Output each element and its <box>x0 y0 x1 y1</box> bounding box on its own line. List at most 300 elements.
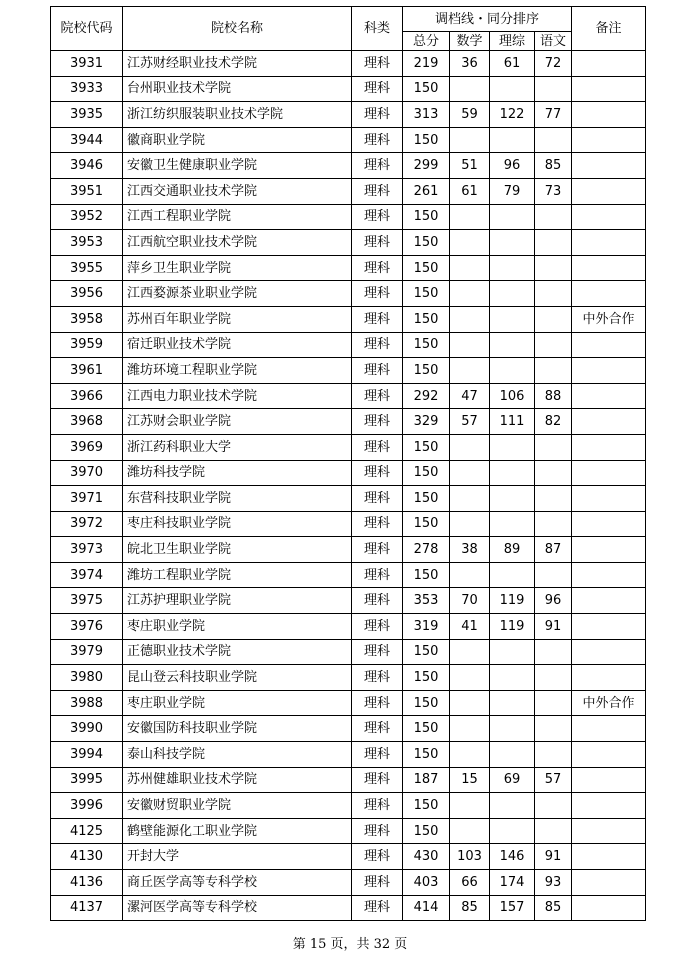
math-score-cell <box>450 818 490 844</box>
header-chinese: 语文 <box>535 32 572 51</box>
table-row <box>51 537 646 563</box>
note-cell <box>572 127 646 153</box>
table-row <box>51 716 646 742</box>
table-row <box>51 486 646 512</box>
header-name: 院校名称 <box>123 7 352 51</box>
school-name-cell: 安徽卫生健康职业学院 <box>123 153 352 179</box>
school-name-cell: 苏州健雄职业技术学院 <box>123 767 352 793</box>
math-score-cell: 70 <box>450 588 490 614</box>
chinese-score-cell <box>535 716 572 742</box>
math-score-cell: 103 <box>450 844 490 870</box>
total-score-cell: 261 <box>403 178 450 204</box>
note-cell <box>572 332 646 358</box>
note-cell <box>572 358 646 384</box>
category-cell: 理科 <box>352 870 403 896</box>
math-score-cell <box>450 716 490 742</box>
table-row <box>51 434 646 460</box>
school-code-cell: 3944 <box>51 127 123 153</box>
total-score-cell: 430 <box>403 844 450 870</box>
category-cell: 理科 <box>352 716 403 742</box>
school-name-cell: 鹤壁能源化工职业学院 <box>123 818 352 844</box>
math-score-cell: 38 <box>450 537 490 563</box>
category-cell: 理科 <box>352 793 403 819</box>
school-name-cell: 江西电力职业技术学院 <box>123 383 352 409</box>
note-cell <box>572 76 646 102</box>
note-cell <box>572 102 646 128</box>
note-cell <box>572 537 646 563</box>
school-code-cell: 3979 <box>51 639 123 665</box>
category-cell: 理科 <box>352 895 403 921</box>
table-row <box>51 281 646 307</box>
science-score-cell: 122 <box>490 102 535 128</box>
chinese-score-cell <box>535 434 572 460</box>
header-note: 备注 <box>572 7 646 51</box>
total-score-cell: 329 <box>403 409 450 435</box>
total-score-cell: 150 <box>403 434 450 460</box>
note-cell <box>572 818 646 844</box>
total-score-cell: 403 <box>403 870 450 896</box>
math-score-cell: 47 <box>450 383 490 409</box>
chinese-score-cell: 96 <box>535 588 572 614</box>
note-cell <box>572 870 646 896</box>
science-score-cell <box>490 127 535 153</box>
chinese-score-cell: 73 <box>535 178 572 204</box>
school-code-cell: 3959 <box>51 332 123 358</box>
table-body <box>51 51 646 921</box>
note-cell: 中外合作 <box>572 690 646 716</box>
category-cell: 理科 <box>352 562 403 588</box>
note-cell <box>572 486 646 512</box>
chinese-score-cell <box>535 639 572 665</box>
science-score-cell <box>490 511 535 537</box>
chinese-score-cell <box>535 818 572 844</box>
table-row <box>51 742 646 768</box>
math-score-cell <box>450 639 490 665</box>
math-score-cell: 66 <box>450 870 490 896</box>
math-score-cell: 59 <box>450 102 490 128</box>
chinese-score-cell <box>535 230 572 256</box>
chinese-score-cell <box>535 742 572 768</box>
category-cell: 理科 <box>352 818 403 844</box>
category-cell: 理科 <box>352 511 403 537</box>
science-score-cell: 119 <box>490 614 535 640</box>
math-score-cell <box>450 486 490 512</box>
chinese-score-cell <box>535 127 572 153</box>
science-score-cell <box>490 306 535 332</box>
science-score-cell: 106 <box>490 383 535 409</box>
science-score-cell <box>490 76 535 102</box>
note-cell <box>572 793 646 819</box>
header-score-group: 调档线・同分排序 <box>403 7 572 32</box>
total-score-cell: 150 <box>403 204 450 230</box>
total-score-cell: 150 <box>403 793 450 819</box>
math-score-cell <box>450 127 490 153</box>
table-row <box>51 178 646 204</box>
table-row <box>51 127 646 153</box>
note-cell <box>572 562 646 588</box>
chinese-score-cell: 72 <box>535 51 572 77</box>
school-code-cell: 3933 <box>51 76 123 102</box>
school-code-cell: 3969 <box>51 434 123 460</box>
school-name-cell: 潍坊科技学院 <box>123 460 352 486</box>
school-code-cell: 3968 <box>51 409 123 435</box>
school-code-cell: 3971 <box>51 486 123 512</box>
table-row <box>51 460 646 486</box>
note-cell <box>572 639 646 665</box>
total-score-cell: 150 <box>403 230 450 256</box>
chinese-score-cell <box>535 486 572 512</box>
category-cell: 理科 <box>352 460 403 486</box>
total-score-cell: 150 <box>403 562 450 588</box>
science-score-cell: 61 <box>490 51 535 77</box>
header-science: 理综 <box>490 32 535 51</box>
science-score-cell <box>490 332 535 358</box>
total-score-cell: 150 <box>403 460 450 486</box>
note-cell <box>572 460 646 486</box>
school-code-cell: 3955 <box>51 255 123 281</box>
total-score-cell: 150 <box>403 127 450 153</box>
category-cell: 理科 <box>352 76 403 102</box>
school-code-cell: 4137 <box>51 895 123 921</box>
school-code-cell: 3973 <box>51 537 123 563</box>
chinese-score-cell <box>535 204 572 230</box>
math-score-cell: 36 <box>450 51 490 77</box>
total-score-cell: 150 <box>403 639 450 665</box>
note-cell <box>572 281 646 307</box>
table-row <box>51 383 646 409</box>
math-score-cell <box>450 742 490 768</box>
school-code-cell: 3994 <box>51 742 123 768</box>
table-row <box>51 665 646 691</box>
category-cell: 理科 <box>352 230 403 256</box>
category-cell: 理科 <box>352 51 403 77</box>
table-row <box>51 306 646 332</box>
science-score-cell <box>490 665 535 691</box>
math-score-cell <box>450 255 490 281</box>
category-cell: 理科 <box>352 767 403 793</box>
table-row <box>51 614 646 640</box>
total-score-cell: 150 <box>403 306 450 332</box>
chinese-score-cell: 57 <box>535 767 572 793</box>
school-code-cell: 3975 <box>51 588 123 614</box>
note-cell <box>572 51 646 77</box>
school-name-cell: 东营科技职业学院 <box>123 486 352 512</box>
school-name-cell: 江苏财经职业技术学院 <box>123 51 352 77</box>
school-code-cell: 3946 <box>51 153 123 179</box>
school-name-cell: 潍坊工程职业学院 <box>123 562 352 588</box>
school-name-cell: 江西航空职业技术学院 <box>123 230 352 256</box>
table-row <box>51 409 646 435</box>
school-name-cell: 潍坊环境工程职业学院 <box>123 358 352 384</box>
math-score-cell: 41 <box>450 614 490 640</box>
school-code-cell: 4136 <box>51 870 123 896</box>
school-code-cell: 3976 <box>51 614 123 640</box>
science-score-cell <box>490 204 535 230</box>
header-total: 总分 <box>403 32 450 51</box>
table-row <box>51 255 646 281</box>
school-name-cell: 萍乡卫生职业学院 <box>123 255 352 281</box>
school-code-cell: 3974 <box>51 562 123 588</box>
total-score-cell: 353 <box>403 588 450 614</box>
category-cell: 理科 <box>352 614 403 640</box>
science-score-cell <box>490 793 535 819</box>
science-score-cell <box>490 818 535 844</box>
math-score-cell: 57 <box>450 409 490 435</box>
school-name-cell: 江苏财会职业学院 <box>123 409 352 435</box>
science-score-cell: 96 <box>490 153 535 179</box>
school-code-cell: 3988 <box>51 690 123 716</box>
table-row <box>51 76 646 102</box>
school-code-cell: 3953 <box>51 230 123 256</box>
school-name-cell: 浙江纺织服装职业技术学院 <box>123 102 352 128</box>
table-row <box>51 51 646 77</box>
note-cell <box>572 742 646 768</box>
school-name-cell: 枣庄科技职业学院 <box>123 511 352 537</box>
school-name-cell: 江西工程职业学院 <box>123 204 352 230</box>
total-score-cell: 219 <box>403 51 450 77</box>
math-score-cell <box>450 690 490 716</box>
school-code-cell: 3958 <box>51 306 123 332</box>
school-code-cell: 4130 <box>51 844 123 870</box>
note-cell <box>572 588 646 614</box>
school-name-cell: 商丘医学高等专科学校 <box>123 870 352 896</box>
category-cell: 理科 <box>352 690 403 716</box>
total-score-cell: 299 <box>403 153 450 179</box>
school-name-cell: 江苏护理职业学院 <box>123 588 352 614</box>
school-name-cell: 正德职业技术学院 <box>123 639 352 665</box>
school-code-cell: 3961 <box>51 358 123 384</box>
chinese-score-cell <box>535 562 572 588</box>
math-score-cell <box>450 562 490 588</box>
note-cell <box>572 895 646 921</box>
total-score-cell: 150 <box>403 716 450 742</box>
total-score-cell: 150 <box>403 281 450 307</box>
total-score-cell: 278 <box>403 537 450 563</box>
science-score-cell <box>490 486 535 512</box>
note-cell <box>572 255 646 281</box>
math-score-cell <box>450 230 490 256</box>
table-row <box>51 562 646 588</box>
math-score-cell: 51 <box>450 153 490 179</box>
science-score-cell: 111 <box>490 409 535 435</box>
science-score-cell <box>490 281 535 307</box>
school-name-cell: 枣庄职业学院 <box>123 614 352 640</box>
category-cell: 理科 <box>352 742 403 768</box>
school-name-cell: 开封大学 <box>123 844 352 870</box>
note-cell <box>572 844 646 870</box>
science-score-cell: 174 <box>490 870 535 896</box>
chinese-score-cell: 93 <box>535 870 572 896</box>
header-category: 科类 <box>352 7 403 51</box>
category-cell: 理科 <box>352 665 403 691</box>
table-row <box>51 844 646 870</box>
total-score-cell: 150 <box>403 690 450 716</box>
category-cell: 理科 <box>352 178 403 204</box>
school-code-cell: 3972 <box>51 511 123 537</box>
category-cell: 理科 <box>352 127 403 153</box>
total-score-cell: 150 <box>403 332 450 358</box>
chinese-score-cell <box>535 76 572 102</box>
school-code-cell: 3951 <box>51 178 123 204</box>
category-cell: 理科 <box>352 486 403 512</box>
science-score-cell <box>490 639 535 665</box>
chinese-score-cell <box>535 281 572 307</box>
chinese-score-cell: 82 <box>535 409 572 435</box>
total-score-cell: 150 <box>403 511 450 537</box>
school-code-cell: 3952 <box>51 204 123 230</box>
table-row <box>51 153 646 179</box>
chinese-score-cell <box>535 793 572 819</box>
total-score-cell: 414 <box>403 895 450 921</box>
school-code-cell: 3935 <box>51 102 123 128</box>
note-cell <box>572 178 646 204</box>
school-name-cell: 安徽财贸职业学院 <box>123 793 352 819</box>
school-name-cell: 江西交通职业技术学院 <box>123 178 352 204</box>
total-score-cell: 150 <box>403 818 450 844</box>
total-score-cell: 150 <box>403 486 450 512</box>
school-code-cell: 3996 <box>51 793 123 819</box>
science-score-cell: 146 <box>490 844 535 870</box>
category-cell: 理科 <box>352 844 403 870</box>
header-code: 院校代码 <box>51 7 123 51</box>
note-cell <box>572 434 646 460</box>
note-cell <box>572 230 646 256</box>
school-name-cell: 江西婺源茶业职业学院 <box>123 281 352 307</box>
math-score-cell <box>450 511 490 537</box>
category-cell: 理科 <box>352 434 403 460</box>
school-code-cell: 3966 <box>51 383 123 409</box>
category-cell: 理科 <box>352 102 403 128</box>
chinese-score-cell: 91 <box>535 614 572 640</box>
table-row <box>51 767 646 793</box>
math-score-cell <box>450 76 490 102</box>
science-score-cell <box>490 690 535 716</box>
math-score-cell <box>450 332 490 358</box>
table-row <box>51 690 646 716</box>
science-score-cell <box>490 230 535 256</box>
table-row <box>51 358 646 384</box>
chinese-score-cell: 85 <box>535 895 572 921</box>
category-cell: 理科 <box>352 204 403 230</box>
school-name-cell: 浙江药科职业大学 <box>123 434 352 460</box>
math-score-cell <box>450 434 490 460</box>
science-score-cell: 119 <box>490 588 535 614</box>
math-score-cell <box>450 281 490 307</box>
math-score-cell: 85 <box>450 895 490 921</box>
school-name-cell: 昆山登云科技职业学院 <box>123 665 352 691</box>
science-score-cell: 89 <box>490 537 535 563</box>
science-score-cell <box>490 742 535 768</box>
note-cell <box>572 614 646 640</box>
total-score-cell: 150 <box>403 742 450 768</box>
header-math: 数学 <box>450 32 490 51</box>
table-row <box>51 895 646 921</box>
science-score-cell <box>490 358 535 384</box>
chinese-score-cell <box>535 460 572 486</box>
school-code-cell: 3970 <box>51 460 123 486</box>
category-cell: 理科 <box>352 332 403 358</box>
math-score-cell <box>450 204 490 230</box>
table-row <box>51 818 646 844</box>
total-score-cell: 150 <box>403 76 450 102</box>
category-cell: 理科 <box>352 383 403 409</box>
school-code-cell: 3980 <box>51 665 123 691</box>
note-cell: 中外合作 <box>572 306 646 332</box>
admission-table <box>50 6 646 921</box>
science-score-cell <box>490 716 535 742</box>
note-cell <box>572 767 646 793</box>
chinese-score-cell <box>535 255 572 281</box>
category-cell: 理科 <box>352 588 403 614</box>
school-code-cell: 3990 <box>51 716 123 742</box>
table-row <box>51 230 646 256</box>
note-cell <box>572 665 646 691</box>
category-cell: 理科 <box>352 639 403 665</box>
science-score-cell <box>490 255 535 281</box>
category-cell: 理科 <box>352 358 403 384</box>
science-score-cell <box>490 460 535 486</box>
page-footer: 第 15 页，共 32 页 <box>292 937 408 952</box>
category-cell: 理科 <box>352 153 403 179</box>
category-cell: 理科 <box>352 255 403 281</box>
table-row <box>51 204 646 230</box>
note-cell <box>572 716 646 742</box>
school-name-cell: 徽商职业学院 <box>123 127 352 153</box>
table-row <box>51 102 646 128</box>
category-cell: 理科 <box>352 306 403 332</box>
note-cell <box>572 383 646 409</box>
chinese-score-cell: 77 <box>535 102 572 128</box>
science-score-cell: 79 <box>490 178 535 204</box>
school-code-cell: 3931 <box>51 51 123 77</box>
chinese-score-cell: 85 <box>535 153 572 179</box>
school-code-cell: 3995 <box>51 767 123 793</box>
category-cell: 理科 <box>352 281 403 307</box>
chinese-score-cell <box>535 665 572 691</box>
total-score-cell: 313 <box>403 102 450 128</box>
chinese-score-cell: 91 <box>535 844 572 870</box>
school-name-cell: 泰山科技学院 <box>123 742 352 768</box>
chinese-score-cell: 87 <box>535 537 572 563</box>
math-score-cell <box>450 665 490 691</box>
chinese-score-cell <box>535 306 572 332</box>
school-name-cell: 台州职业技术学院 <box>123 76 352 102</box>
science-score-cell <box>490 562 535 588</box>
table-row <box>51 511 646 537</box>
school-name-cell: 宿迁职业技术学院 <box>123 332 352 358</box>
math-score-cell <box>450 793 490 819</box>
note-cell <box>572 153 646 179</box>
school-name-cell: 皖北卫生职业学院 <box>123 537 352 563</box>
note-cell <box>572 409 646 435</box>
math-score-cell: 15 <box>450 767 490 793</box>
note-cell <box>572 511 646 537</box>
math-score-cell <box>450 358 490 384</box>
chinese-score-cell <box>535 358 572 384</box>
school-name-cell: 安徽国防科技职业学院 <box>123 716 352 742</box>
school-name-cell: 枣庄职业学院 <box>123 690 352 716</box>
total-score-cell: 150 <box>403 255 450 281</box>
math-score-cell <box>450 306 490 332</box>
total-score-cell: 319 <box>403 614 450 640</box>
note-cell <box>572 204 646 230</box>
school-name-cell: 漯河医学高等专科学校 <box>123 895 352 921</box>
total-score-cell: 150 <box>403 665 450 691</box>
category-cell: 理科 <box>352 537 403 563</box>
school-code-cell: 4125 <box>51 818 123 844</box>
science-score-cell: 157 <box>490 895 535 921</box>
table-row <box>51 870 646 896</box>
